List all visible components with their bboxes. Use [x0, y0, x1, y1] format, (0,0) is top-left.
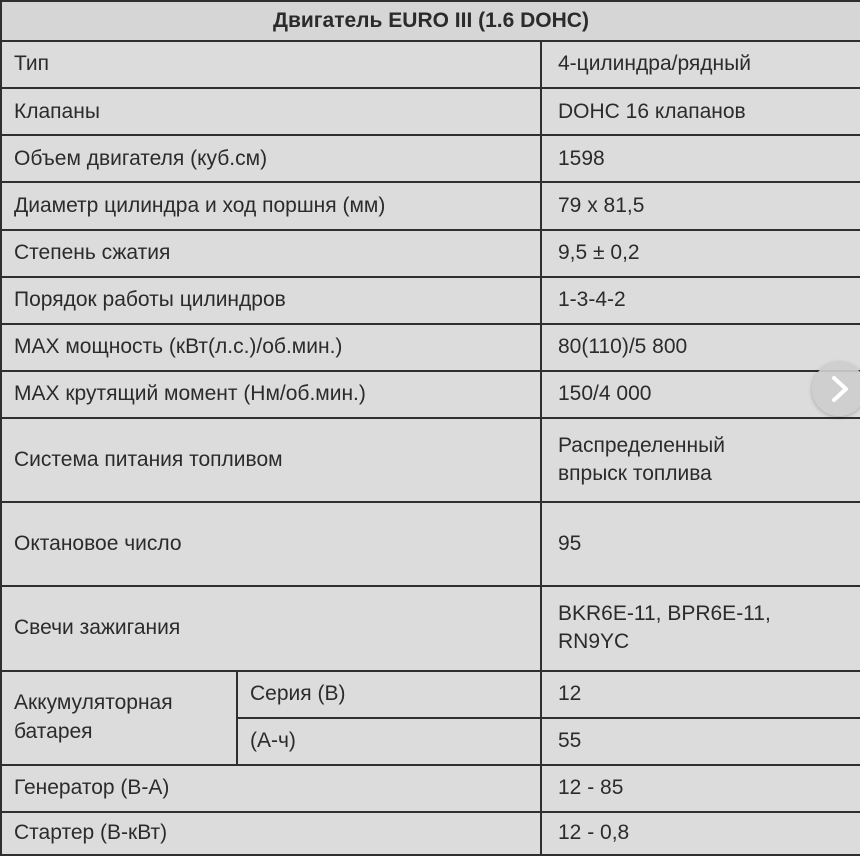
- table-row: [1, 371, 860, 418]
- battery-capacity-label: (А-ч): [237, 718, 541, 765]
- next-image-button[interactable]: [812, 362, 860, 416]
- battery-capacity-value: 55: [541, 718, 860, 765]
- battery-row-series: [1, 671, 860, 718]
- starter-value: 12 - 0,8: [541, 812, 860, 855]
- table-row: [1, 182, 860, 229]
- table-row: [1, 135, 860, 182]
- table-title: Двигатель EURO III (1.6 DOHC): [1, 1, 860, 41]
- value-cell: 9,5 ± 0,2: [541, 230, 860, 277]
- param-cell: Объем двигателя (куб.см): [1, 135, 541, 182]
- param-cell: Система питания топливом: [1, 418, 541, 502]
- param-cell: Степень сжатия: [1, 230, 541, 277]
- generator-value: 12 - 85: [541, 765, 860, 812]
- battery-label-cell: Аккумуляторная батарея: [1, 671, 237, 765]
- param-cell: Диаметр цилиндра и ход поршня (мм): [1, 182, 541, 229]
- value-cell: 4-цилиндра/рядный: [541, 41, 860, 88]
- table-row: [1, 502, 860, 586]
- table-row: [1, 41, 860, 88]
- value-cell: 95: [541, 502, 860, 586]
- param-cell: Октановое число: [1, 502, 541, 586]
- table-row: [1, 812, 860, 855]
- value-cell: 80(110)/5 800: [541, 324, 860, 371]
- param-cell: Тип: [1, 41, 541, 88]
- param-cell: MAX крутящий момент (Нм/об.мин.): [1, 371, 541, 418]
- value-cell: 150/4 000: [541, 371, 860, 418]
- table-row: [1, 324, 860, 371]
- table-row: [1, 277, 860, 324]
- value-cell: BKR6E-11, BPR6E-11, RN9YC: [541, 586, 860, 670]
- title-row: [1, 1, 860, 41]
- table-row: [1, 418, 860, 502]
- value-cell: 1598: [541, 135, 860, 182]
- table-row: [1, 88, 860, 135]
- table-row: [1, 765, 860, 812]
- table-row: [1, 586, 860, 670]
- param-cell: MAX мощность (кВт(л.с.)/об.мин.): [1, 324, 541, 371]
- battery-series-value: 12: [541, 671, 860, 718]
- starter-param: Стартер (В-кВт): [1, 812, 541, 855]
- generator-param: Генератор (В-А): [1, 765, 541, 812]
- value-cell: Распределенный впрыск топлива: [541, 418, 860, 502]
- value-cell: 1-3-4-2: [541, 277, 860, 324]
- table-row: [1, 230, 860, 277]
- param-cell: Порядок работы цилиндров: [1, 277, 541, 324]
- param-cell: Клапаны: [1, 88, 541, 135]
- param-cell: Свечи зажигания: [1, 586, 541, 670]
- value-cell: DOHC 16 клапанов: [541, 88, 860, 135]
- chevron-right-icon: [828, 375, 852, 403]
- battery-series-label: Серия (В): [237, 671, 541, 718]
- value-cell: 79 x 81,5: [541, 182, 860, 229]
